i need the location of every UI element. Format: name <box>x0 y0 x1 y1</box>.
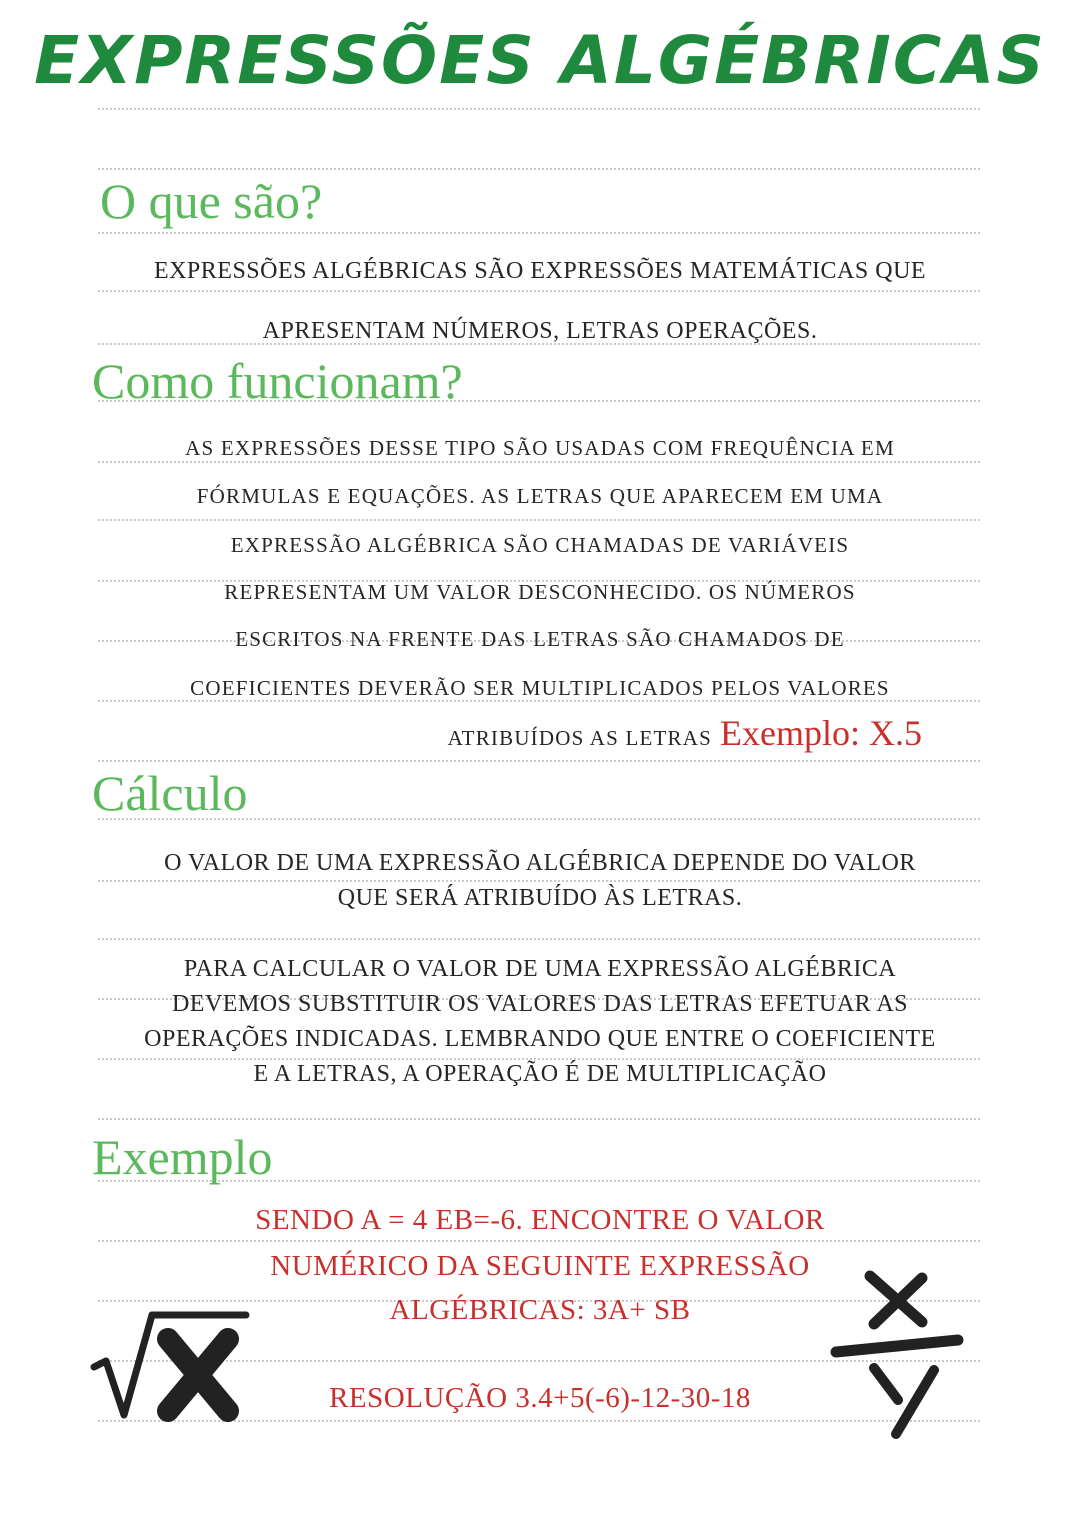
rule-line <box>98 232 980 234</box>
page-title: EXPRESSÕES ALGÉBRICAS <box>34 22 1046 99</box>
how-line-3: EXPRESSÃO ALGÉBRICA SÃO CHAMADAS DE VARIÁVEIS <box>230 533 850 557</box>
how-line-6: COEFICIENTES DEVERÃO SER MULTIPLICADOS PELOS VALORES <box>190 676 890 700</box>
example-inline: Exemplo: X.5 <box>720 713 922 753</box>
how-line-7: ATRIBUÍDOS AS LETRAS <box>447 726 713 750</box>
how-line-4: REPRESENTAM UM VALOR DESCONHECIDO. OS NÚMEROS <box>224 580 856 604</box>
sqrt-x-icon <box>88 1305 253 1425</box>
example-line-2: NUMÉRICO DA SEGUINTE EXPRESSÃO <box>270 1250 810 1282</box>
rule-line <box>98 1058 980 1060</box>
rule-line <box>98 108 980 110</box>
rule-line <box>98 1118 980 1120</box>
calc-line-6: E A LETRAS, A OPERAÇÃO É DE MULTIPLICAÇÃO <box>253 1061 827 1087</box>
what-line-1: EXPRESSÕES ALGÉBRICAS SÃO EXPRESSÕES MATEMÁTICAS QUE <box>153 258 927 284</box>
calc-line-1: O VALOR DE UMA EXPRESSÃO ALGÉBRICA DEPENDE DO VALOR <box>164 850 916 876</box>
how-line-1: AS EXPRESSÕES DESSE TIPO SÃO USADAS COM FREQUÊNCIA EM <box>185 436 895 460</box>
rule-line <box>98 290 980 292</box>
rule-line <box>98 760 980 762</box>
what-line-2: APRESENTAM NÚMEROS, LETRAS OPERAÇÕES. <box>262 318 818 344</box>
rule-line <box>98 938 980 940</box>
calc-line-3: PARA CALCULAR O VALOR DE UMA EXPRESSÃO ALGÉBRICA <box>183 956 897 982</box>
rule-line <box>98 461 980 463</box>
heading-calc: Cálculo <box>92 765 248 821</box>
calc-line-5: OPERAÇÕES INDICADAS. LEMBRANDO QUE ENTRE O COEFICIENTE <box>144 1026 936 1052</box>
calc-line-2: QUE SERÁ ATRIBUÍDO ÀS LETRAS. <box>337 885 743 911</box>
heading-how: Como funcionam? <box>92 353 463 409</box>
example-line-3: ALGÉBRICAS: 3A+ SB <box>389 1294 691 1326</box>
resolution-line: RESOLUÇÃO 3.4+5(-6)-12-30-18 <box>329 1382 751 1414</box>
how-line-7-row <box>448 712 922 754</box>
rule-line <box>98 168 980 170</box>
rule-line <box>98 1240 980 1242</box>
calc-line-4: DEVEMOS SUBSTITUIR OS VALORES DAS LETRAS EFETUAR AS <box>171 991 909 1017</box>
example-line-1: SENDO A = 4 EB=-6. ENCONTRE O VALOR <box>255 1204 825 1236</box>
heading-example: Exemplo <box>92 1129 273 1185</box>
how-line-5: ESCRITOS NA FRENTE DAS LETRAS SÃO CHAMADOS DE <box>235 627 845 651</box>
rule-line <box>98 880 980 882</box>
rule-line <box>98 519 980 521</box>
x-over-y-icon <box>830 1262 965 1440</box>
how-line-2: FÓRMULAS E EQUAÇÕES. AS LETRAS QUE APARECEM EM UMA <box>196 484 884 508</box>
heading-what: O que são? <box>100 173 323 229</box>
